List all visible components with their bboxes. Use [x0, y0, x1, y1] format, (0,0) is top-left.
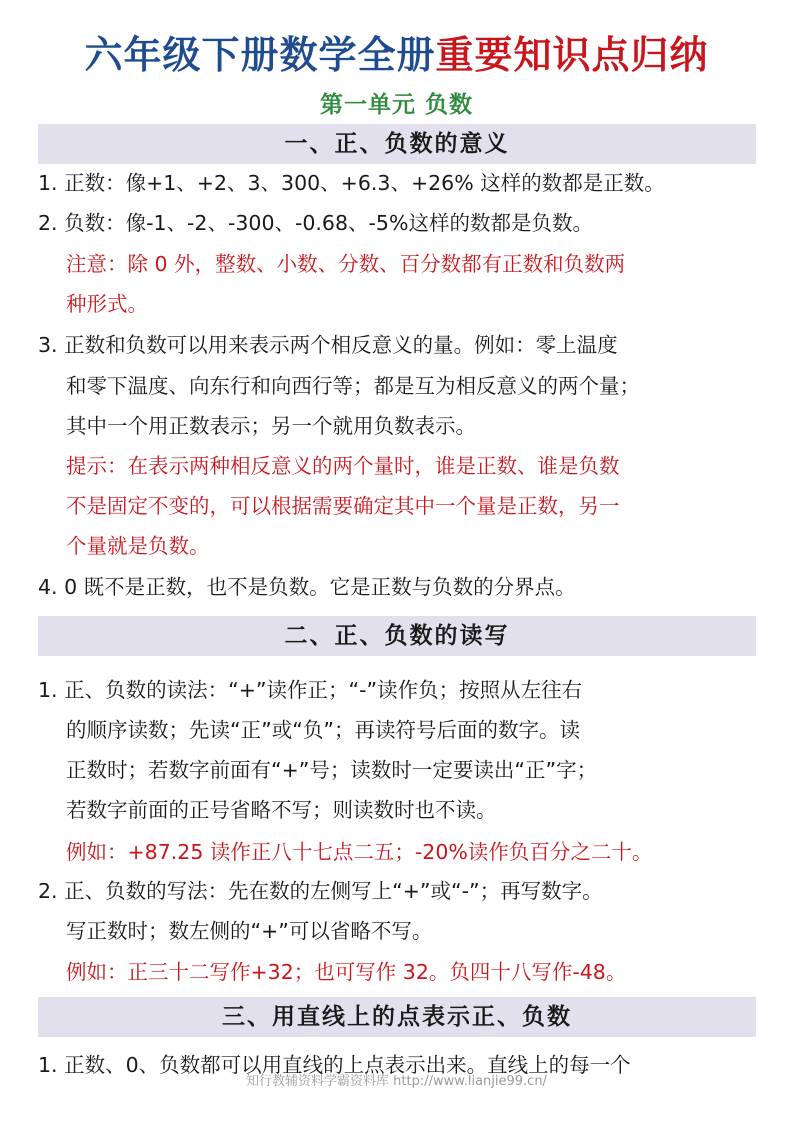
text-line: 3. 正数和负数可以用来表示两个相反意义的量。例如：零上温度 [38, 333, 618, 357]
text-line: 1. 正数：像+1、+2、3、300、+6.3、+26% 这样的数都是正数。 [38, 171, 665, 195]
example-line: 例如：+87.25 读作正八十七点二五；-20%读作负百分之二十。 [66, 840, 653, 864]
hint-line: 不是固定不变的，可以根据需要确定其中一个量是正数，另一 [66, 494, 620, 518]
title-part-blue: 六年级下册数学全册 [84, 32, 436, 77]
text-line: 4. 0 既不是正数，也不是负数。它是正数与负数的分界点。 [38, 575, 576, 599]
text-line: 2. 负数：像-1、-2、-300、-0.68、-5%这样的数都是负数。 [38, 211, 593, 235]
note-line: 种形式。 [66, 292, 148, 316]
watermark-footer: 知行教辅资料学霸资料库 http://www.lianjie99.cn/ [246, 1074, 547, 1089]
text-line: 1. 正、负数的读法：“+”读作正；“-”读作负；按照从左往右 [38, 678, 583, 702]
text-line: 写正数时；数左侧的“+”可以省略不写。 [66, 919, 433, 943]
text-line: 1. 正数、0、负数都可以用直线的上点表示出来。直线上的每一个 [38, 1053, 631, 1077]
example-line: 例如：正三十二写作+32；也可写作 32。负四十八写作-48。 [66, 960, 627, 984]
text-line: 正数时；若数字前面有“+”号；读数时一定要读出“正”字； [66, 758, 598, 782]
note-line: 注意：除 0 外，整数、小数、分数、百分数都有正数和负数两 [66, 252, 626, 276]
title-part-red: 重要知识点归纳 [435, 32, 709, 77]
hint-line: 提示：在表示两种相反意义的两个量时，谁是正数、谁是负数 [66, 454, 620, 478]
text-line: 其中一个用正数表示；另一个就用负数表示。 [66, 414, 476, 438]
text-line: 和零下温度、向东行和向西行等；都是互为相反意义的两个量； [66, 374, 640, 398]
text-line: 若数字前面的正号省略不写；则读数时也不读。 [66, 798, 497, 822]
page-title [0, 24, 793, 79]
text-line: 的顺序读数；先读“正”或“负”；再读符号后面的数字。读 [66, 718, 580, 742]
hint-line: 个量就是负数。 [66, 534, 210, 558]
section-heading-1: 一、正、负数的意义 [38, 124, 756, 164]
unit-title: 第一单元 负数 [319, 91, 473, 118]
text-line: 2. 正、负数的写法：先在数的左侧写上“+”或“-”；再写数字。 [38, 879, 603, 903]
section-heading-3: 三、用直线上的点表示正、负数 [38, 997, 756, 1037]
section-heading-2: 二、正、负数的读写 [38, 616, 756, 656]
